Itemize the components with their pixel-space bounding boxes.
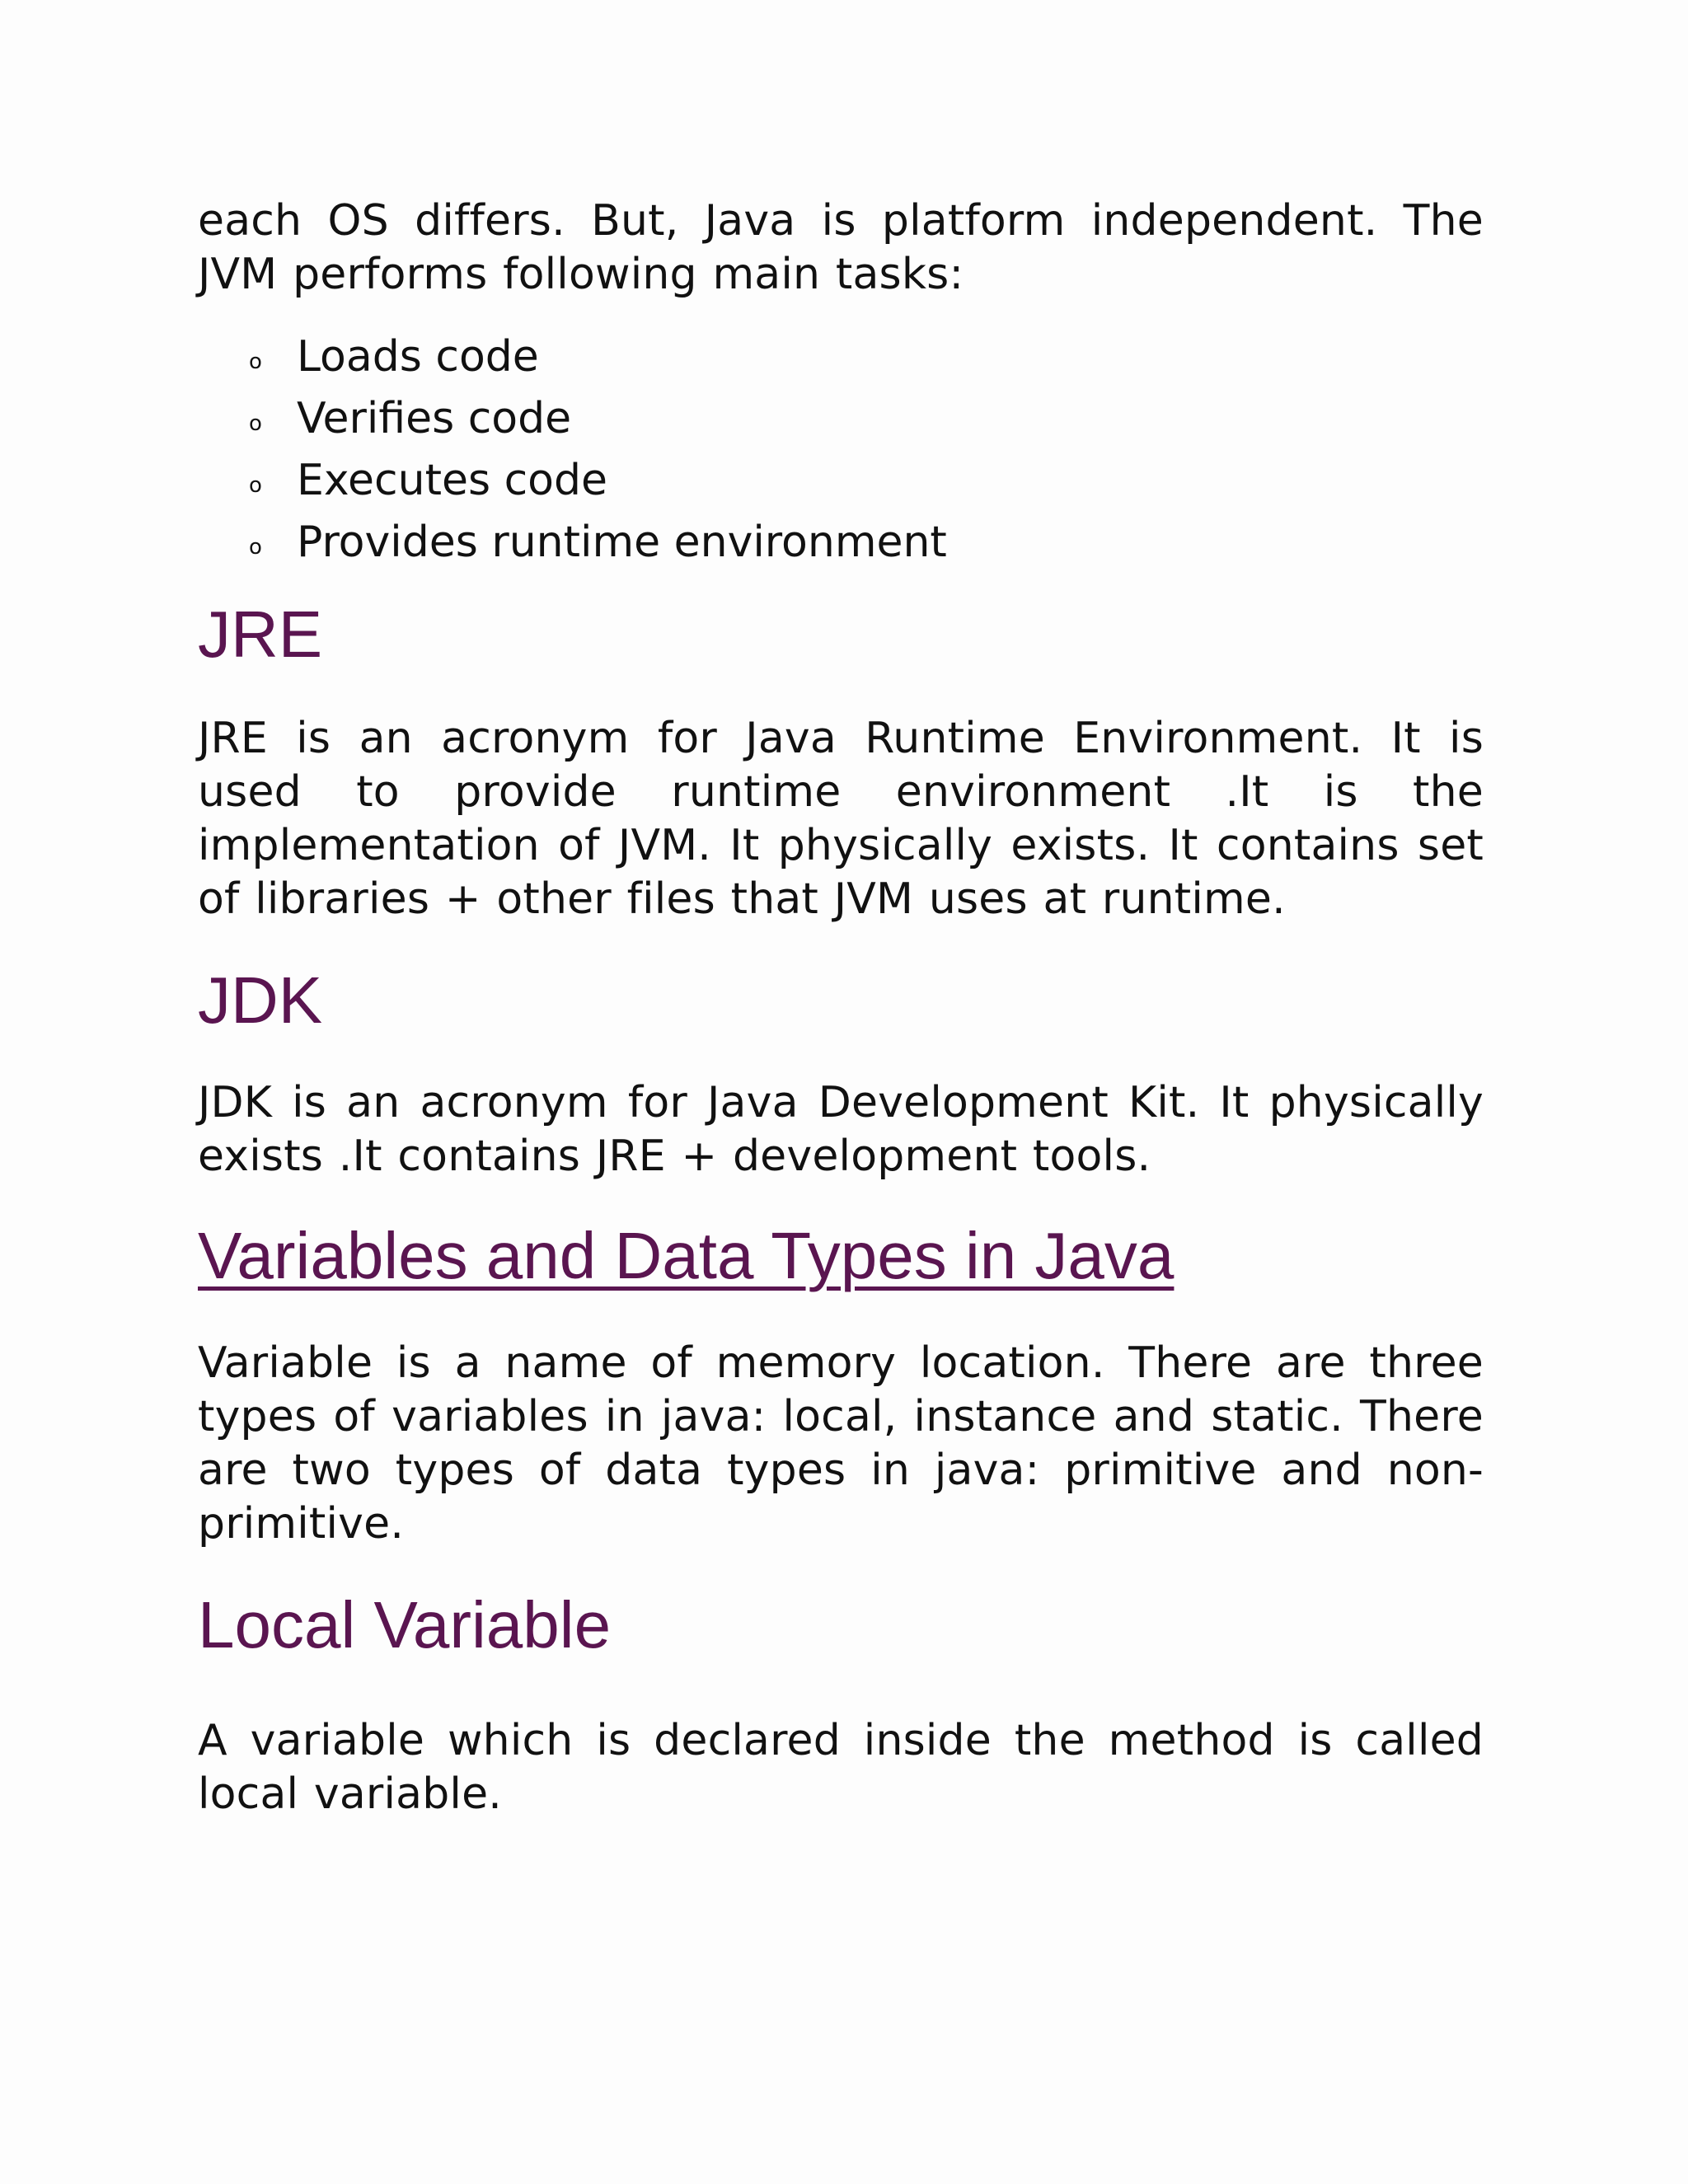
variables-paragraph: Variable is a name of memory location. There are three types of variables in java: local, instance and static. There are two types of data types in java: primitive and non-primitive.	[198, 1338, 1484, 1549]
jre-heading: JRE	[198, 598, 323, 671]
list-item	[198, 388, 1484, 450]
local-variable-heading: Local Variable	[198, 1588, 612, 1661]
document-page	[198, 194, 1484, 1821]
bullet-icon: o	[249, 473, 262, 498]
list-item-label: Executes code	[297, 456, 607, 505]
list-item-label: Provides runtime environment	[297, 518, 947, 567]
list-item	[198, 512, 1484, 574]
bullet-icon: o	[249, 349, 262, 374]
variables-heading: Variables and Data Types in Java	[198, 1219, 1175, 1292]
list-item	[198, 450, 1484, 512]
jre-paragraph: JRE is an acronym for Java Runtime Environment. It is used to provide runtime environment .It is the implementation of JVM. It physically exists. It contains set of libraries + other files that JVM uses at runtime.	[198, 714, 1484, 924]
jvm-task-list	[198, 326, 1484, 574]
bullet-icon: o	[249, 535, 262, 560]
list-item	[198, 326, 1484, 388]
jdk-heading: JDK	[198, 963, 323, 1037]
local-variable-paragraph: A variable which is declared inside the method is called local variable.	[198, 1716, 1484, 1819]
bullet-icon: o	[249, 411, 262, 436]
list-item-label: Loads code	[297, 332, 539, 382]
jvm-intro-paragraph: each OS differs. But, Java is platform independent. The JVM performs following main tasks:	[198, 196, 1484, 299]
list-item-label: Verifies code	[297, 394, 572, 443]
jdk-paragraph: JDK is an acronym for Java Development Kit. It physically exists .It contains JRE + development tools.	[198, 1078, 1484, 1181]
